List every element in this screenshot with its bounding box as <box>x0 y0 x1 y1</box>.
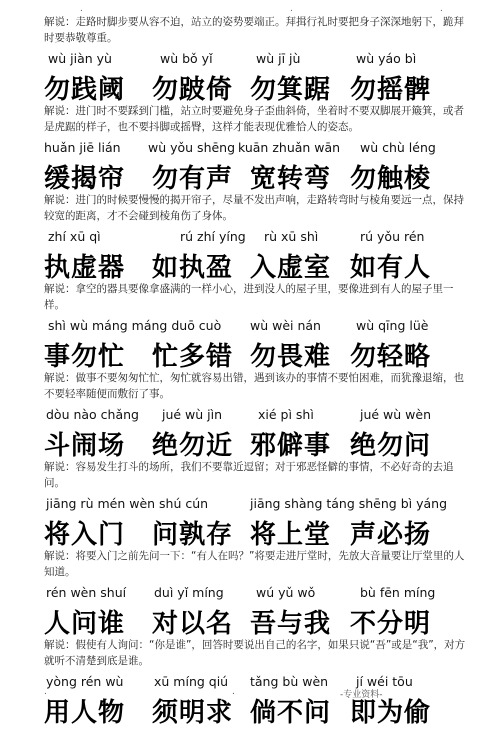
pinyin-phrase: rú zhí yíng <box>180 229 246 244</box>
hanzi-phrase: 勿触棱 <box>350 164 432 194</box>
pinyin-phrase: dòu nào chǎng <box>46 407 139 422</box>
explanation-paragraph: 解说：容易发生打斗的场所，我们不要靠近逗留；对于邪恶怪僻的事情，不必好奇的去追问。 <box>44 461 454 489</box>
hanzi-phrase: 如执盈 <box>152 253 234 283</box>
explanation-paragraph: 解说：假使有人询问：“你是谁”，回答时要说出自己的名字，如果只说“吾”或是“我”，对方就听不清楚到底是谁。 <box>44 639 466 667</box>
pinyin-phrase: tǎng bù wèn <box>250 674 329 689</box>
hanzi-phrase: 执虚器 <box>44 253 126 283</box>
pinyin-row <box>44 227 474 247</box>
pinyin-phrase: rù xū shì <box>264 229 319 244</box>
dot-middle: . <box>290 4 293 14</box>
hanzi-phrase: 声必扬 <box>350 520 432 550</box>
pinyin-row <box>44 49 474 69</box>
explanation-paragraph: 解说：走路时脚步要从容不迫，站立的姿势要端正。拜揖行礼时要把身子深深地躬下，跪拜时要恭敬尊重。 <box>44 16 464 44</box>
pinyin-phrase: shì wù máng máng duō cuò <box>48 318 222 333</box>
hanzi-phrase: 缓揭帘 <box>44 164 126 194</box>
hanzi-phrase: 勿轻略 <box>350 342 432 372</box>
top-dots <box>0 4 500 14</box>
dot-right: . <box>440 4 443 14</box>
explanation-paragraph: 解说：做事不要匆匆忙忙，匆忙就容易出错，遇到该办的事情不要怕困难，而犹豫退缩，也不要轻率随便而敷衍了事。 <box>44 372 464 400</box>
pinyin-phrase: jué wù jìn <box>162 407 223 422</box>
pinyin-phrase: jiāng shàng táng shēng bì yáng <box>250 496 448 511</box>
hanzi-phrase: 勿践阈 <box>44 75 126 105</box>
pinyin-phrase: yòng rén wù <box>46 674 124 689</box>
hanzi-phrase: 勿摇髀 <box>350 75 432 105</box>
pinyin-phrase: wù yáo bì <box>356 51 417 66</box>
pinyin-phrase: wù jiàn yù <box>48 51 112 66</box>
hanzi-phrase: 勿跛倚 <box>152 75 234 105</box>
hanzi-phrase: 吾与我 <box>250 609 332 639</box>
pinyin-row <box>44 583 474 603</box>
hanzi-phrase: 宽转弯 <box>250 164 332 194</box>
footer-dot-left: . <box>44 687 47 697</box>
pinyin-phrase: jí wéi tōu <box>356 674 413 689</box>
hanzi-phrase: 忙多错 <box>152 342 234 372</box>
hanzi-row <box>44 158 474 192</box>
hanzi-phrase: 绝勿近 <box>152 431 234 461</box>
hanzi-phrase: 斗闹场 <box>44 431 126 461</box>
hanzi-phrase: 事勿忙 <box>44 342 126 372</box>
pinyin-phrase: wù wèi nán <box>250 318 321 333</box>
explanation-paragraph: 解说：进门的时候要慢慢的揭开帘子，尽量不发出声响，走路转弯时与棱角要远一点，保持较宽的距离，才不会碰到棱角伤了身体。 <box>44 194 464 222</box>
pinyin-row <box>44 138 474 158</box>
pinyin-phrase: bù fēn míng <box>360 585 436 600</box>
pinyin-phrase: rén wèn shuí <box>46 585 127 600</box>
hanzi-row <box>44 247 474 281</box>
pinyin-phrase: jiāng rù mén wèn shú cún <box>46 496 209 511</box>
pinyin-row <box>44 405 474 425</box>
hanzi-phrase: 人问谁 <box>44 609 126 639</box>
hanzi-phrase: 对以名 <box>152 609 234 639</box>
pinyin-phrase: zhí xū qì <box>48 229 101 244</box>
pinyin-phrase: xū míng qiú <box>154 674 229 689</box>
pinyin-phrase: wù yǒu shēng <box>148 140 236 155</box>
dot-left: . <box>80 4 83 14</box>
page-footer <box>0 687 500 701</box>
pinyin-row <box>44 494 474 514</box>
hanzi-phrase: 绝勿问 <box>350 431 432 461</box>
explanation-paragraph: 解说：进门时不要踩到门槛，站立时要避免身子歪曲斜倚，坐着时不要双脚展开簸箕，或者是虎踞的样子，也不要抖脚或摇臀，这样才能表现优雅恰人的姿态。 <box>44 105 464 133</box>
footer-dot-middle: . <box>232 687 235 697</box>
hanzi-row <box>44 514 474 548</box>
pinyin-row <box>44 316 474 336</box>
hanzi-row <box>44 69 474 103</box>
pinyin-phrase: wù bǒ yǐ <box>160 51 213 66</box>
pinyin-phrase: huǎn jiē lián <box>44 140 121 155</box>
hanzi-row <box>44 336 474 370</box>
pinyin-phrase: wù qīng lüè <box>356 318 429 333</box>
explanation-paragraph: 解说：拿空的器具要像拿盛满的一样小心，进到没人的屋子里，要像进到有人的屋子里一样。 <box>44 283 454 311</box>
hanzi-phrase: 不分明 <box>350 609 432 639</box>
pinyin-phrase: kuān zhuǎn wān <box>238 140 341 155</box>
hanzi-phrase: 将上堂 <box>250 520 332 550</box>
hanzi-phrase: 倘不问 <box>250 698 332 728</box>
hanzi-phrase: 问孰存 <box>152 520 234 550</box>
hanzi-phrase: 勿有声 <box>152 164 234 194</box>
pinyin-phrase: rú yǒu rén <box>360 229 425 244</box>
pinyin-phrase: jué wù wèn <box>360 407 432 422</box>
pinyin-phrase: wú yǔ wǒ <box>256 585 316 600</box>
pinyin-phrase: xié pì shì <box>258 407 314 422</box>
hanzi-row <box>44 603 474 637</box>
document-body <box>44 14 474 726</box>
hanzi-phrase: 勿箕踞 <box>250 75 332 105</box>
hanzi-phrase: 即为偷 <box>350 698 432 728</box>
hanzi-phrase: 须明求 <box>152 698 234 728</box>
hanzi-phrase: 入虚室 <box>250 253 332 283</box>
pinyin-phrase: wù jī jù <box>256 51 301 66</box>
hanzi-phrase: 如有人 <box>350 253 432 283</box>
footer-source-label: -专业资料- <box>340 690 383 700</box>
pinyin-phrase: wù chù léng <box>360 140 436 155</box>
hanzi-phrase: 勿畏难 <box>250 342 332 372</box>
hanzi-phrase: 邪僻事 <box>250 431 332 461</box>
pinyin-phrase: duì yǐ míng <box>154 585 224 600</box>
hanzi-row <box>44 425 474 459</box>
explanation-paragraph: 解说：将要入门之前先问一下：“有人在吗？”将要走进厅堂时，先放大音量要让厅堂里的人知道。 <box>44 550 465 578</box>
hanzi-phrase: 用人物 <box>44 698 126 728</box>
hanzi-phrase: 将入门 <box>44 520 126 550</box>
